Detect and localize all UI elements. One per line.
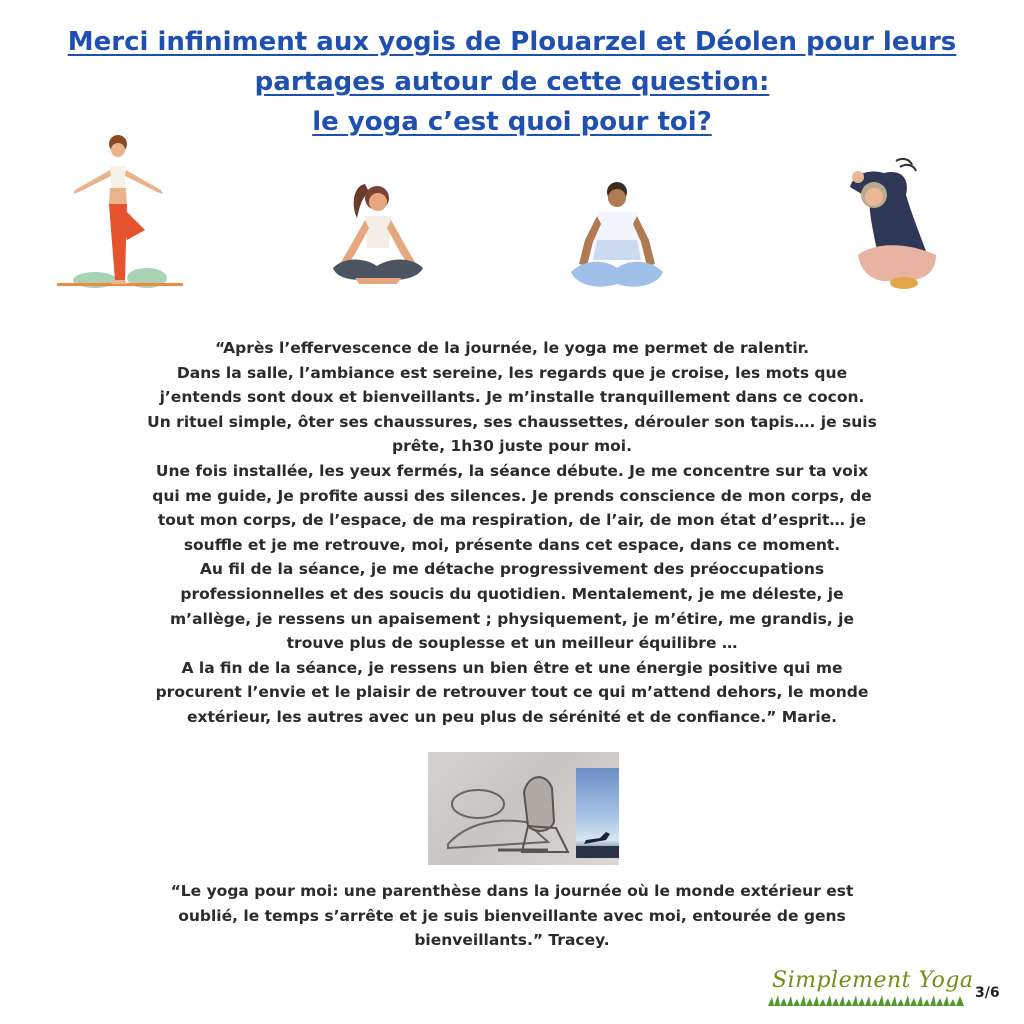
grass-icon [768,994,964,1006]
quote-line: A la fin de la séance, je ressens un bien être et une énergie positive qui me [181,658,843,677]
title-line-1: Merci infiniment aux yogis de Plouarzel et Déolen pour leurs [67,27,957,57]
quote-line: prête, 1h30 juste pour moi. [392,437,632,456]
yoga-tree-pose-icon [55,130,185,290]
title-line-3: le yoga c’est quoi pour toi? [312,107,712,137]
quote-tracey [170,879,854,953]
quote-line: trouve plus de souplesse et un meilleur équilibre … [286,634,738,653]
quote-line: Dans la salle, l’ambiance est sereine, les regards que je croise, les mots que [176,363,848,382]
quote-line: bienveillants.” Tracey. [414,931,610,950]
quote-line: “Le yoga pour moi: une parenthèse dans la journée où le monde extérieur est [170,882,854,900]
quote-line: j’entends sont doux et bienveillants. Je m’installe tranquillement dans ce cocon. [159,388,865,407]
quote-line: professionnelles et des soucis du quotidien. Mentalement, je me déleste, je [180,584,844,603]
quote-line: qui me guide, Je profite aussi des silences. Je prends conscience de mon corps, de [152,486,872,505]
yoga-lotus-icon [325,180,430,290]
simplement-yoga-logo [768,966,974,1006]
quote-line: procurent l’envie et le plaisir de retrouver tout ce qui m’attend dehors, le monde [155,683,869,702]
logo-text: Simplement Yoga [772,968,974,993]
quote-line: oublié, le temps s’arrête et je suis bienveillante avec moi, entourée de gens [178,906,846,925]
yoga-stretch-icon [840,155,950,295]
quote-line: tout mon corps, de l’espace, de ma respiration, de l’air, de mon état d’esprit… je [157,511,867,530]
silhouette-icon [576,768,619,858]
quote-marie [140,336,884,730]
quote-line: Un rituel simple, ôter ses chaussures, ses chaussettes, dérouler son tapis…. je suis [147,412,877,431]
quote-line: Au fil de la séance, je me détache progressivement des préoccupations [199,560,825,579]
page-number: 3/6 [975,985,1000,1001]
title-line-2: partages autour de cette question: [254,67,770,97]
page-title [40,22,984,142]
quote-line: souffle et je me retrouve, moi, présente dans cet espace, dans ce moment. [183,535,841,554]
quote-line: “Après l’effervescence de la journée, le yoga me permet de ralentir. [214,339,810,357]
quote-line: extérieur, les autres avec un peu plus de sérénité et de confiance.” Marie. [186,707,838,726]
quote-line: m’allège, je ressens un apaisement ; physiquement, je m’étire, me grandis, je [170,609,854,628]
yoga-meditation-icon [565,180,670,295]
quote-line: Une fois installée, les yeux fermés, la séance débute. Je me concentre sur ta voix [155,461,869,480]
title-link[interactable] [40,22,984,142]
yoga-silhouette-photo [576,768,619,858]
